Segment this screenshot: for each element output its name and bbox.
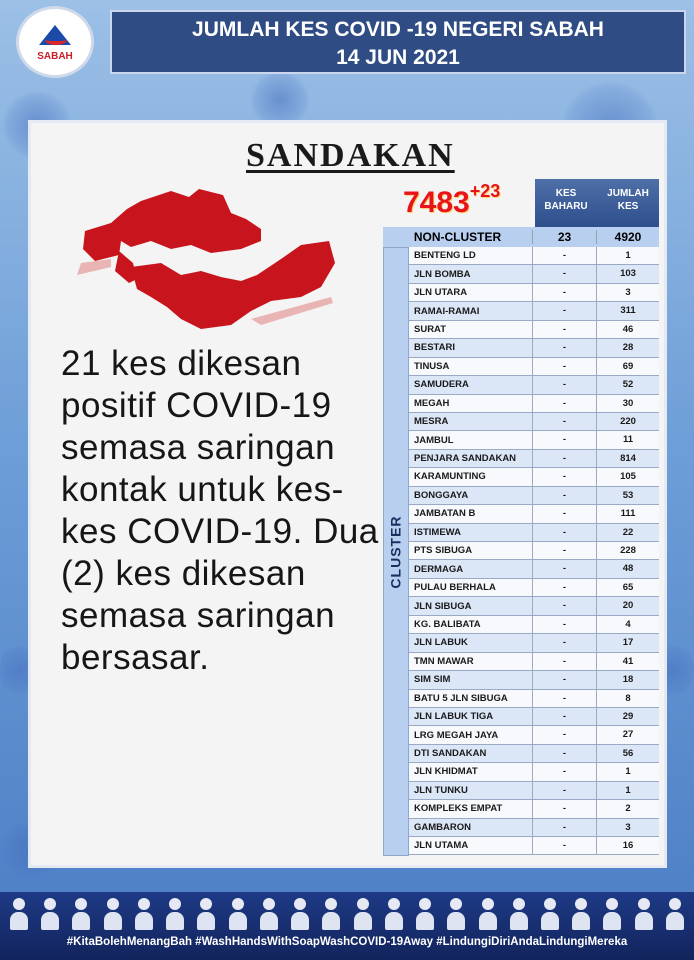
cluster-total-cases: 46 (596, 321, 659, 338)
cluster-name: RAMAI-RAMAI (414, 305, 480, 317)
hashtags: #KitaBolehMenangBah #WashHandsWithSoapWashCOVID-19Away #LindungiDiriAndaLindungiMereka (66, 936, 628, 948)
page-title: JUMLAH KES COVID -19 NEGERI SABAH (192, 18, 604, 41)
table-row (409, 653, 659, 671)
cluster-name: JLN UTAMA (414, 840, 469, 852)
cluster-new-cases: - (532, 653, 596, 670)
person-icon (72, 898, 90, 932)
person-icon (572, 898, 590, 932)
table-row (409, 745, 659, 763)
cluster-name: PTS SIBUGA (414, 545, 473, 557)
title-banner (110, 10, 686, 74)
cluster-new-cases: - (532, 431, 596, 448)
person-icon (229, 898, 247, 932)
non-cluster-jumlah: 4920 (596, 230, 659, 244)
cluster-new-cases: - (532, 782, 596, 799)
cluster-total-cases: 814 (596, 450, 659, 467)
cluster-new-cases: - (532, 579, 596, 596)
person-icon (479, 898, 497, 932)
non-cluster-row (383, 227, 659, 247)
cluster-total-cases: 2 (596, 800, 659, 817)
cluster-new-cases: - (532, 690, 596, 707)
frontliners-illustration (10, 898, 684, 932)
cluster-new-cases: - (532, 302, 596, 319)
cluster-total-cases: 111 (596, 505, 659, 522)
table-row (409, 358, 659, 376)
cluster-new-cases: - (532, 524, 596, 541)
cluster-total-cases: 220 (596, 413, 659, 430)
cluster-name: JLN UTARA (414, 287, 468, 299)
cluster-name: TINUSA (414, 360, 450, 372)
cluster-new-cases: - (532, 265, 596, 282)
cluster-new-cases: - (532, 597, 596, 614)
cluster-new-cases: - (532, 358, 596, 375)
cluster-name: BESTARI (414, 342, 455, 354)
total-increase: +23 (469, 181, 501, 201)
cluster-name: MEGAH (414, 397, 450, 409)
table-row (409, 321, 659, 339)
person-icon (322, 898, 340, 932)
table-row (409, 634, 659, 652)
cluster-total-cases: 52 (596, 376, 659, 393)
cluster-total-cases: 16 (596, 837, 659, 854)
cluster-total-cases: 228 (596, 542, 659, 559)
cluster-new-cases: - (532, 395, 596, 412)
district-title: SANDAKAN (246, 137, 455, 174)
cluster-total-cases: 1 (596, 763, 659, 780)
cluster-new-cases: - (532, 616, 596, 633)
person-icon (166, 898, 184, 932)
person-icon (135, 898, 153, 932)
table-row (409, 524, 659, 542)
table-row (409, 597, 659, 615)
person-icon (197, 898, 215, 932)
table-row (409, 302, 659, 320)
cluster-new-cases: - (532, 634, 596, 651)
content-panel (28, 120, 667, 868)
cluster-name: JAMBUL (414, 434, 454, 446)
table-row (409, 837, 659, 855)
logo-text: SABAH (37, 50, 73, 62)
person-icon (291, 898, 309, 932)
table-row (409, 395, 659, 413)
person-icon (41, 898, 59, 932)
cluster-total-cases: 103 (596, 265, 659, 282)
table-row (409, 468, 659, 486)
cluster-total-cases: 1 (596, 247, 659, 264)
cluster-table (409, 247, 659, 855)
person-icon (541, 898, 559, 932)
mountain-logo-icon (35, 23, 75, 49)
cluster-new-cases: - (532, 671, 596, 688)
table-row (409, 376, 659, 394)
cluster-name: KOMPLEKS EMPAT (414, 803, 503, 815)
person-icon (447, 898, 465, 932)
person-icon (10, 898, 28, 932)
table-row (409, 782, 659, 800)
header-kes-baharu: KES BAHARU (535, 179, 597, 227)
person-icon (510, 898, 528, 932)
cluster-total-cases: 27 (596, 726, 659, 743)
person-icon (635, 898, 653, 932)
cluster-total-cases: 105 (596, 468, 659, 485)
cluster-new-cases: - (532, 708, 596, 725)
cluster-new-cases: - (532, 468, 596, 485)
cluster-total-cases: 18 (596, 671, 659, 688)
cluster-total-cases: 17 (596, 634, 659, 651)
cluster-name: ISTIMEWA (414, 526, 461, 538)
cluster-total-cases: 53 (596, 487, 659, 504)
person-icon (260, 898, 278, 932)
table-row (409, 616, 659, 634)
cluster-total-cases: 11 (596, 431, 659, 448)
cluster-new-cases: - (532, 247, 596, 264)
cluster-name: GAMBARON (414, 821, 471, 833)
cluster-name: PULAU BERHALA (414, 582, 496, 594)
cluster-name: JAMBATAN B (414, 508, 476, 520)
cluster-new-cases: - (532, 376, 596, 393)
cluster-total-cases: 3 (596, 819, 659, 836)
page-date: 14 JUN 2021 (336, 46, 460, 69)
cluster-name: PENJARA SANDAKAN (414, 453, 517, 465)
table-row (409, 265, 659, 283)
footer-banner (0, 892, 694, 960)
table-row (409, 690, 659, 708)
cluster-new-cases: - (532, 505, 596, 522)
table-row (409, 819, 659, 837)
cluster-total-cases: 29 (596, 708, 659, 725)
table-row (409, 763, 659, 781)
cluster-new-cases: - (532, 763, 596, 780)
table-row (409, 708, 659, 726)
table-row (409, 726, 659, 744)
cluster-new-cases: - (532, 819, 596, 836)
cluster-total-cases: 48 (596, 560, 659, 577)
non-cluster-baharu: 23 (532, 230, 596, 244)
cluster-total-cases: 56 (596, 745, 659, 762)
cluster-new-cases: - (532, 339, 596, 356)
cluster-new-cases: - (532, 800, 596, 817)
person-icon (104, 898, 122, 932)
non-cluster-label: NON-CLUSTER (413, 230, 502, 244)
cluster-name: SAMUDERA (414, 379, 469, 391)
cluster-name: JLN TUNKU (414, 784, 468, 796)
cluster-total-cases: 3 (596, 284, 659, 301)
cluster-total-cases: 1 (596, 782, 659, 799)
table-row (409, 450, 659, 468)
table-row (409, 671, 659, 689)
header-jumlah-kes: JUMLAH KES (597, 179, 659, 227)
table-row (409, 487, 659, 505)
table-row (409, 284, 659, 302)
cluster-name: JLN SIBUGA (414, 600, 472, 612)
cluster-total-cases: 22 (596, 524, 659, 541)
table-row (409, 542, 659, 560)
cluster-total-cases: 4 (596, 616, 659, 633)
person-icon (603, 898, 621, 932)
cluster-name: MESRA (414, 416, 449, 428)
table-row (409, 560, 659, 578)
cluster-name: KARAMUNTING (414, 471, 486, 483)
cluster-name: JLN LABUK (414, 637, 468, 649)
cluster-new-cases: - (532, 284, 596, 301)
cluster-name: JLN KHIDMAT (414, 766, 478, 778)
cluster-name: BENTENG LD (414, 250, 476, 262)
cluster-name: SURAT (414, 323, 447, 335)
total-cases (403, 181, 501, 220)
cluster-total-cases: 8 (596, 690, 659, 707)
cluster-name: JLN LABUK TIGA (414, 711, 494, 723)
cluster-total-cases: 69 (596, 358, 659, 375)
cluster-name: JLN BOMBA (414, 268, 471, 280)
cluster-new-cases: - (532, 487, 596, 504)
cluster-total-cases: 28 (596, 339, 659, 356)
cluster-name: DERMAGA (414, 563, 464, 575)
cluster-new-cases: - (532, 321, 596, 338)
cluster-total-cases: 41 (596, 653, 659, 670)
table-row (409, 431, 659, 449)
cluster-name: BONGGAYA (414, 489, 469, 501)
cluster-total-cases: 30 (596, 395, 659, 412)
table-row (409, 505, 659, 523)
table-row (409, 247, 659, 265)
cluster-new-cases: - (532, 726, 596, 743)
cluster-name: TMN MAWAR (414, 655, 474, 667)
cluster-new-cases: - (532, 542, 596, 559)
cluster-new-cases: - (532, 450, 596, 467)
description-text: 21 kes dikesan positif COVID-19 semasa saringan kontak untuk kes-kes COVID-19. Dua (2) kes dikesan semasa saringan bersasar. (61, 344, 379, 677)
table-row (409, 579, 659, 597)
cluster-name: BATU 5 JLN SIBUGA (414, 692, 508, 704)
person-icon (666, 898, 684, 932)
person-icon (416, 898, 434, 932)
person-icon (385, 898, 403, 932)
cluster-new-cases: - (532, 413, 596, 430)
table-row (409, 339, 659, 357)
cluster-new-cases: - (532, 745, 596, 762)
table-row (409, 413, 659, 431)
cluster-name: KG. BALIBATA (414, 618, 481, 630)
cluster-name: DTI SANDAKAN (414, 748, 487, 760)
table-row (409, 800, 659, 818)
district-map-image (71, 179, 341, 339)
cluster-label: CLUSTER (388, 514, 404, 589)
total-value: 7483 (403, 186, 470, 219)
cluster-new-cases: - (532, 560, 596, 577)
cluster-new-cases: - (532, 837, 596, 854)
person-icon (354, 898, 372, 932)
cluster-name: SIM SIM (414, 674, 451, 686)
sabah-logo (16, 6, 94, 78)
cluster-total-cases: 311 (596, 302, 659, 319)
cluster-total-cases: 20 (596, 597, 659, 614)
cluster-total-cases: 65 (596, 579, 659, 596)
cluster-name: LRG MEGAH JAYA (414, 729, 499, 741)
